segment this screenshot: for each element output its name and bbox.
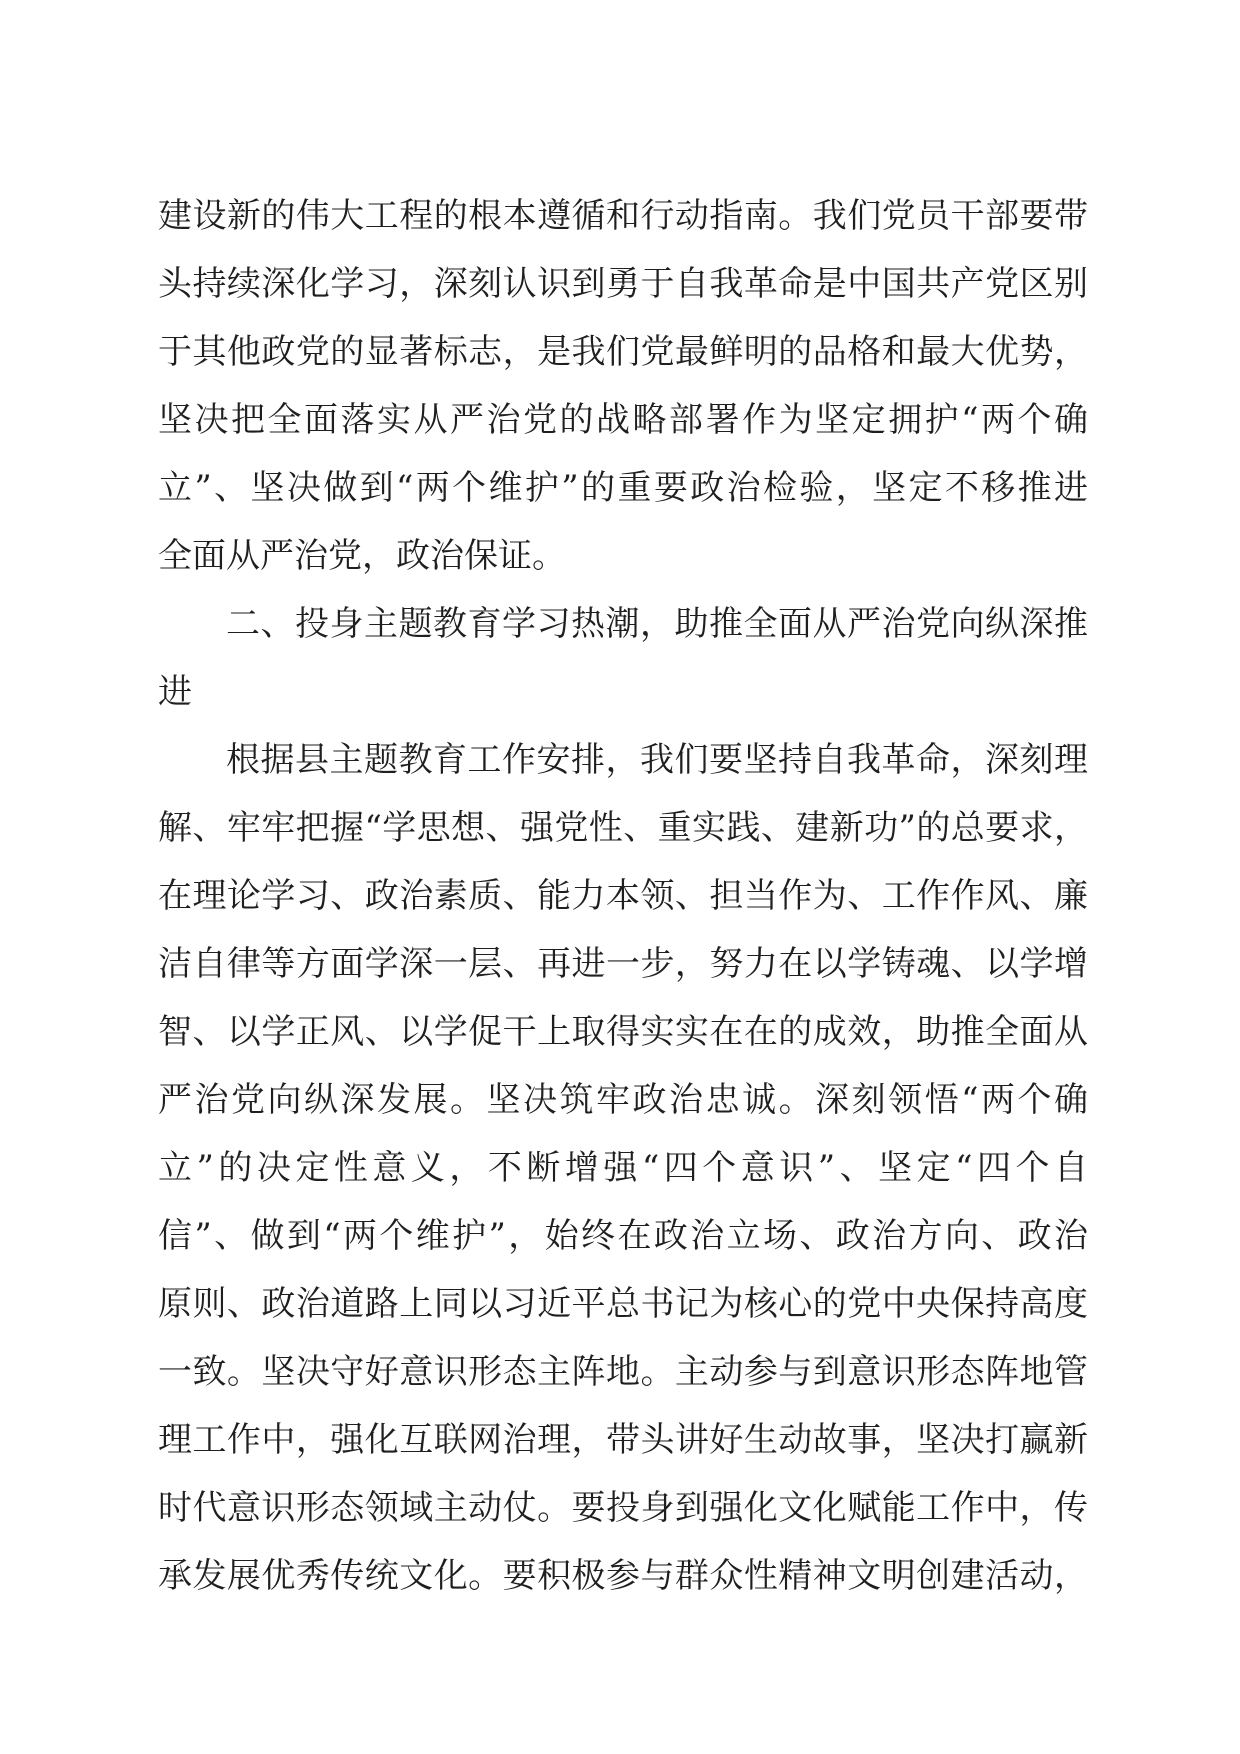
- text-line: 智、以学正风、以学促干上取得实实在在的成效，助推全面从: [158, 1012, 1088, 1052]
- text-line: 在理论学习、政治素质、能力本领、担当作为、工作作风、廉: [158, 876, 1088, 916]
- text-line: 解、牢牢把握“学思想、强党性、重实践、建新功”的总要求，: [158, 808, 1088, 848]
- text-line: 承发展优秀传统文化。要积极参与群众性精神文明创建活动，: [158, 1556, 1088, 1596]
- document-body: [158, 182, 1088, 1610]
- text-line: 建设新的伟大工程的根本遵循和行动指南。我们党员干部要带: [158, 196, 1088, 236]
- text-line: 于其他政党的显著标志，是我们党最鲜明的品格和最大优势，: [158, 332, 1088, 372]
- heading-line: 进: [158, 672, 192, 712]
- text-line: 严治党向纵深发展。坚决筑牢政治忠诚。深刻领悟“两个确: [158, 1080, 1088, 1120]
- text-line: 信”、做到“两个维护”，始终在政治立场、政治方向、政治: [158, 1216, 1088, 1256]
- text-line: 坚决把全面落实从严治党的战略部署作为坚定拥护“两个确: [158, 400, 1088, 440]
- heading-line: 二、投身主题教育学习热潮，助推全面从严治党向纵深推: [226, 604, 1088, 644]
- text-line: 时代意识形态领域主动仗。要投身到强化文化赋能工作中，传: [158, 1488, 1088, 1528]
- text-line: 理工作中，强化互联网治理，带头讲好生动故事，坚决打赢新: [158, 1420, 1088, 1460]
- paragraph-3: [158, 726, 1088, 1610]
- text-line: 根据县主题教育工作安排，我们要坚持自我革命，深刻理: [226, 740, 1088, 780]
- text-line: 全面从严治党，政治保证。: [158, 536, 566, 576]
- text-line: 原则、政治道路上同以习近平总书记为核心的党中央保持高度: [158, 1284, 1088, 1324]
- text-line: 洁自律等方面学深一层、再进一步，努力在以学铸魂、以学增: [158, 944, 1088, 984]
- text-line: 头持续深化学习，深刻认识到勇于自我革命是中国共产党区别: [158, 264, 1088, 304]
- text-line: 一致。坚决守好意识形态主阵地。主动参与到意识形态阵地管: [158, 1352, 1088, 1392]
- paragraph-1: [158, 182, 1088, 590]
- text-line: 立”的决定性意义，不断增强“四个意识”、坚定“四个自: [158, 1148, 1088, 1188]
- section-heading-2: [158, 590, 1088, 726]
- text-line: 立”、坚决做到“两个维护”的重要政治检验，坚定不移推进: [158, 468, 1088, 508]
